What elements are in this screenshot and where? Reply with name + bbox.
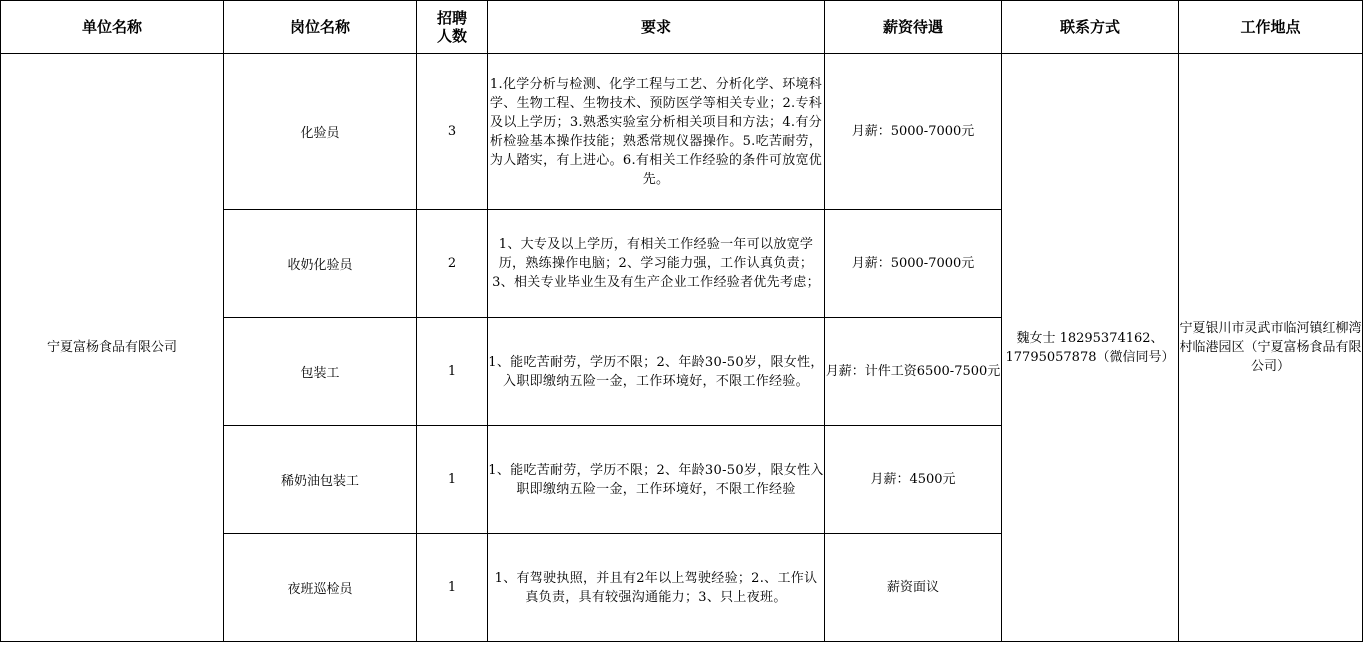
table-row xyxy=(1,54,1363,210)
contact-cell: 魏女士 18295374162、17795057878（微信同号） xyxy=(1002,54,1179,642)
headcount-cell: 1 xyxy=(417,318,488,426)
position-cell: 稀奶油包装工 xyxy=(224,426,417,534)
salary-cell: 月薪：计件工资6500-7500元 xyxy=(825,318,1002,426)
header-contact: 联系方式 xyxy=(1002,1,1179,54)
position-cell: 夜班巡检员 xyxy=(224,534,417,642)
headcount-cell: 1 xyxy=(417,426,488,534)
position-cell: 化验员 xyxy=(224,54,417,210)
headcount-cell: 3 xyxy=(417,54,488,210)
header-headcount-label: 招聘人数 xyxy=(436,9,467,45)
header-row xyxy=(1,1,1363,54)
requirements-cell: 1、有驾驶执照，并且有2年以上驾驶经验；2.、工作认真负责，具有较强沟通能力；3、只上夜班。 xyxy=(488,534,825,642)
salary-cell: 月薪：5000-7000元 xyxy=(825,210,1002,318)
header-location: 工作地点 xyxy=(1179,1,1363,54)
header-company: 单位名称 xyxy=(1,1,224,54)
header-requirements: 要求 xyxy=(488,1,825,54)
header-headcount xyxy=(417,1,488,54)
salary-cell: 月薪：5000-7000元 xyxy=(825,54,1002,210)
headcount-cell: 2 xyxy=(417,210,488,318)
salary-cell: 薪资面议 xyxy=(825,534,1002,642)
requirements-cell: 1、能吃苦耐劳，学历不限；2、年龄30-50岁，限女性，入职即缴纳五险一金，工作环境好，不限工作经验。 xyxy=(488,318,825,426)
requirements-cell: 1.化学分析与检测、化学工程与工艺、分析化学、环境科学、生物工程、生物技术、预防医学等相关专业；2.专科及以上学历；3.熟悉实验室分析相关项目和方法；4.有分析检验基本操作技能；熟悉常规仪器操作。5.吃苦耐劳，为人踏实，有上进心。6.有相关工作经验的条件可放宽优先。 xyxy=(488,54,825,210)
header-salary: 薪资待遇 xyxy=(825,1,1002,54)
company-cell: 宁夏富杨食品有限公司 xyxy=(1,54,224,642)
header-position: 岗位名称 xyxy=(224,1,417,54)
requirements-cell: 1、能吃苦耐劳，学历不限；2、年龄30-50岁，限女性入职即缴纳五险一金，工作环境好，不限工作经验 xyxy=(488,426,825,534)
requirements-cell: 1、大专及以上学历，有相关工作经验一年可以放宽学历，熟练操作电脑；2、学习能力强，工作认真负责；3、相关专业毕业生及有生产企业工作经验者优先考虑； xyxy=(488,210,825,318)
position-cell: 包装工 xyxy=(224,318,417,426)
position-cell: 收奶化验员 xyxy=(224,210,417,318)
headcount-cell: 1 xyxy=(417,534,488,642)
salary-cell: 月薪：4500元 xyxy=(825,426,1002,534)
location-cell: 宁夏银川市灵武市临河镇红柳湾村临港园区（宁夏富杨食品有限公司） xyxy=(1179,54,1363,642)
